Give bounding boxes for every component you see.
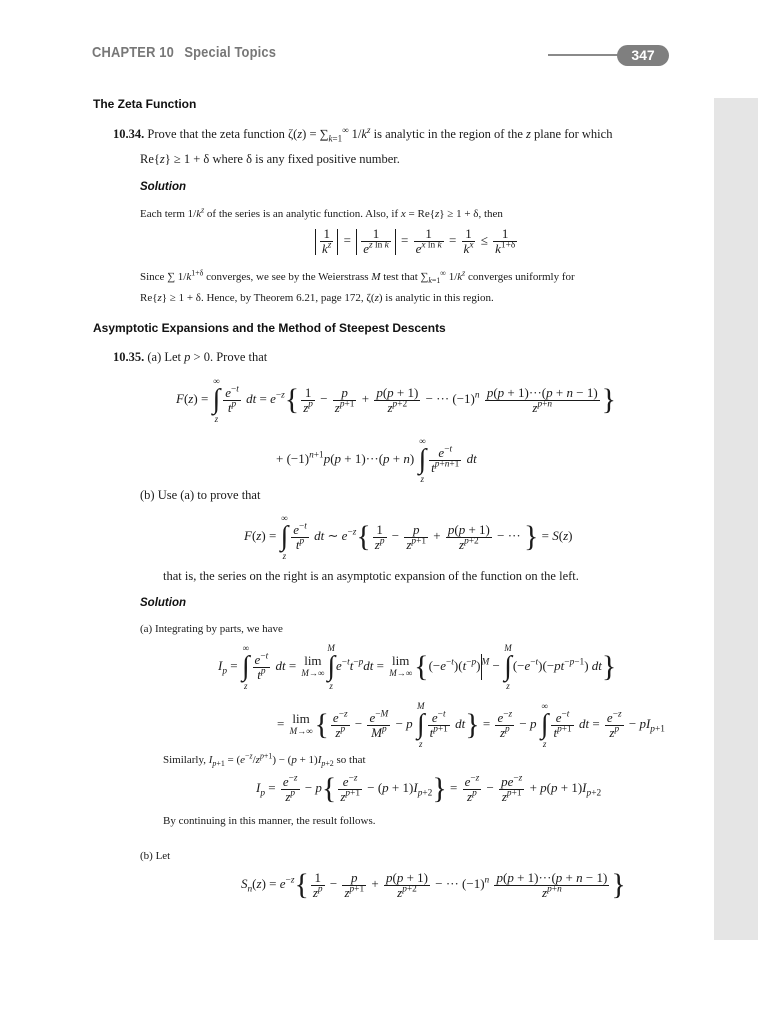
problem-10-35-part-b: (b) Use (a) to prove that [140, 488, 261, 502]
solution-text: Each term $1/k^z$ of the series is an analytic function. Also, if x = Re{z} ≥ 1 + δ, then [140, 205, 503, 220]
equation-F-remainder: + $(-1)^{n+1}p(p + 1)\cdot\cdot\cdot(p + n)$ ∞ ∫ z $\frac{e^{-t}}{t^{p+n+1}}$ dt [276, 436, 477, 484]
equation-partial-sum: $S_n(z) = e^{-z}${ $\frac{1}{z^p}$ − $\frac{p}{z^{p+1}}$ + $\frac{p(p + 1)}{z^{p+2}}$ − ··· $(-1)^n$ $\frac{p(p + 1)\cdot\cdot\cdot(p + n - 1)}{z^{p+n}}$ } [241, 868, 626, 901]
problem-number: 10.35. [113, 350, 145, 364]
equation-integration-by-parts-2: = lim M→∞ { $\frac{e^{-z}}{z^p}$ − $\frac{e^{-M}}{M^p}$ − p M ∫ z $\frac{e^{-t}}{t^{p+1}}$ dt} = $\frac{e^{-z}}{z^p}$ − p ∞ ∫ z $\frac{e^{-t}}{t^{p+1}}$ dt = $\frac{e^{-z}}{z^p}$ − $pI_{p+1}$ [277, 701, 665, 749]
section-heading-asymptotic: Asymptotic Expansions and the Method of Steepest Descents [93, 321, 446, 335]
problem-10-34-statement-2: Re{z} ≥ 1 + δ where δ is any fixed positive number. [140, 152, 400, 166]
solution-text: By continuing in this manner, the result follows. [163, 815, 376, 827]
chapter-topic: Special Topics [184, 44, 277, 61]
section-heading-zeta: The Zeta Function [93, 97, 197, 111]
equation-F-expansion: F(z) = ∞ ∫ z $\frac{e^{-t}}{t^p}$ dt = $e^{-z}${ $\frac{1}{z^p}$ − $\frac{p}{z^{p+1}}$ + $\frac{p(p + 1)}{z^{p+2}}$ − ··· $(-1)^n$ $\frac{p(p + 1)\cdot\cdot\cdot(p + n - 1)}{z^{p+n}}$ } [176, 376, 617, 424]
solution-text: Similarly, $I_{p+1} = (e^{-z}/z^{p+1}) - (p + 1)I_{p+2}$ so that [163, 751, 366, 769]
problem-10-34-statement: 10.34. Prove that the zeta function $\zeta(z) = \sum_{k=1}^\infty$ $1/k^z$ is analytic in the region of the z plane for which [113, 124, 613, 144]
solution-label: Solution [140, 181, 186, 193]
solution-text: (b) Let [140, 850, 171, 862]
solution-text: Since ∑ $1/k^{1+\delta}$ converges, we see by the Weierstrass M test that $\sum_{k=1}^\infty$ $1/k^z$ converges uniformly for [140, 268, 575, 286]
equation-asymptotic-series: F(z) = ∞ ∫ z $\frac{e^{-t}}{t^p}$ dt ∼ $e^{-z}${ $\frac{1}{z^p}$ − $\frac{p}{z^{p+1}}$ + $\frac{p(p + 1)}{z^{p+2}}$ − ··· } = S(z) [244, 513, 573, 561]
running-header [92, 44, 276, 61]
equation-integration-by-parts: $I_p$ = ∞ ∫ z $\frac{e^{-t}}{t^p}$ dt = lim M→∞ M ∫ $ze^{-t}t^{-p}dt = \lim$ M→∞ {$(-e^{-t})(t^{-p})^M - M$ ∫ $z(-e^{-t})(-pt^{-p-1})$ dt} [218, 643, 617, 691]
equation-recurrence: $I_p$ = $\frac{e^{-z}}{z^p}$ − p{ $\frac{e^{-z}}{z^{p+1}}$ − $(p + 1)I_{p+2}$} = $\frac{e^{-z}}{z^p}$ − $\frac{pe^{-z}}{z^{p+1}}$ + $p(p + 1)I_{p+2}$ [256, 772, 602, 805]
solution-text: Re{z} ≥ 1 + δ. Hence, by Theorem 6.21, page 172, ζ(z) is analytic in this region. [140, 292, 494, 304]
equation-bound: $\frac{1}{k^z}$ = $\frac{1}{e^{z ln k}}$ = $\frac{1}{e^{x ln k}}$ = $\frac{1}{k^x}$ ≤ $\frac{1}{k^{1+\delta}}$ [313, 227, 519, 256]
problem-10-35-part-a: 10.35. (a) Let p > 0. Prove that [113, 350, 268, 364]
problem-10-35-text: that is, the series on the right is an asymptotic expansion of the function on the left. [163, 569, 579, 583]
problem-number: 10.34. [113, 127, 145, 141]
solution-text: (a) Integrating by parts, we have [140, 623, 283, 635]
chapter-label: CHAPTER 10 [92, 44, 175, 61]
solution-label: Solution [140, 597, 186, 609]
page-number-badge: 347 [617, 45, 669, 66]
side-thumb-tab [714, 98, 758, 940]
